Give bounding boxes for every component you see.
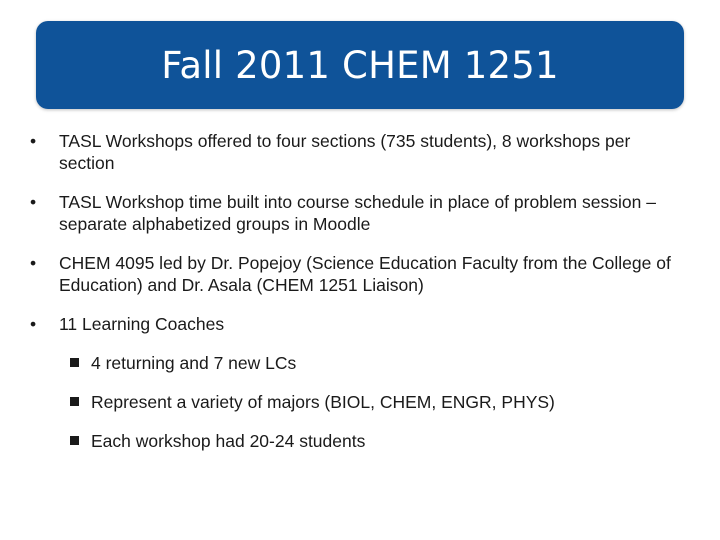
bullet-text: 11 Learning Coaches <box>59 314 225 334</box>
bullet-text: TASL Workshop time built into course schedule in place of problem session – separate alphabetized groups in Moodle <box>59 192 656 234</box>
sub-bullet-item <box>30 352 690 374</box>
sub-bullet-text: Represent a variety of majors (BIOL, CHEM, ENGR, PHYS) <box>91 392 555 412</box>
bullet-item <box>30 252 690 296</box>
square-bullet-icon <box>70 358 79 367</box>
sub-bullet-item <box>30 430 690 452</box>
square-bullet-icon <box>70 397 79 406</box>
bullet-item <box>30 130 690 174</box>
square-bullet-icon <box>70 436 79 445</box>
bullet-item <box>30 191 690 235</box>
sub-bullet-text: 4 returning and 7 new LCs <box>91 353 297 373</box>
bullet-item <box>30 313 690 452</box>
title-banner <box>36 21 684 109</box>
bullet-marker: • <box>30 192 37 212</box>
bullet-text: TASL Workshops offered to four sections (735 students), 8 workshops per section <box>59 131 631 173</box>
bullet-marker: • <box>30 314 37 334</box>
bullet-marker: • <box>30 131 37 151</box>
bullet-list <box>30 130 690 469</box>
bullet-marker: • <box>30 253 37 273</box>
sub-bullet-item <box>30 391 690 413</box>
sub-bullet-list <box>59 352 690 452</box>
slide-title: Fall 2011 CHEM 1251 <box>161 43 559 87</box>
bullet-text: CHEM 4095 led by Dr. Popejoy (Science Education Faculty from the College of Education) and Dr. Asala (CHEM 1251 Liaison) <box>59 253 671 295</box>
sub-bullet-text: Each workshop had 20-24 students <box>91 431 366 451</box>
